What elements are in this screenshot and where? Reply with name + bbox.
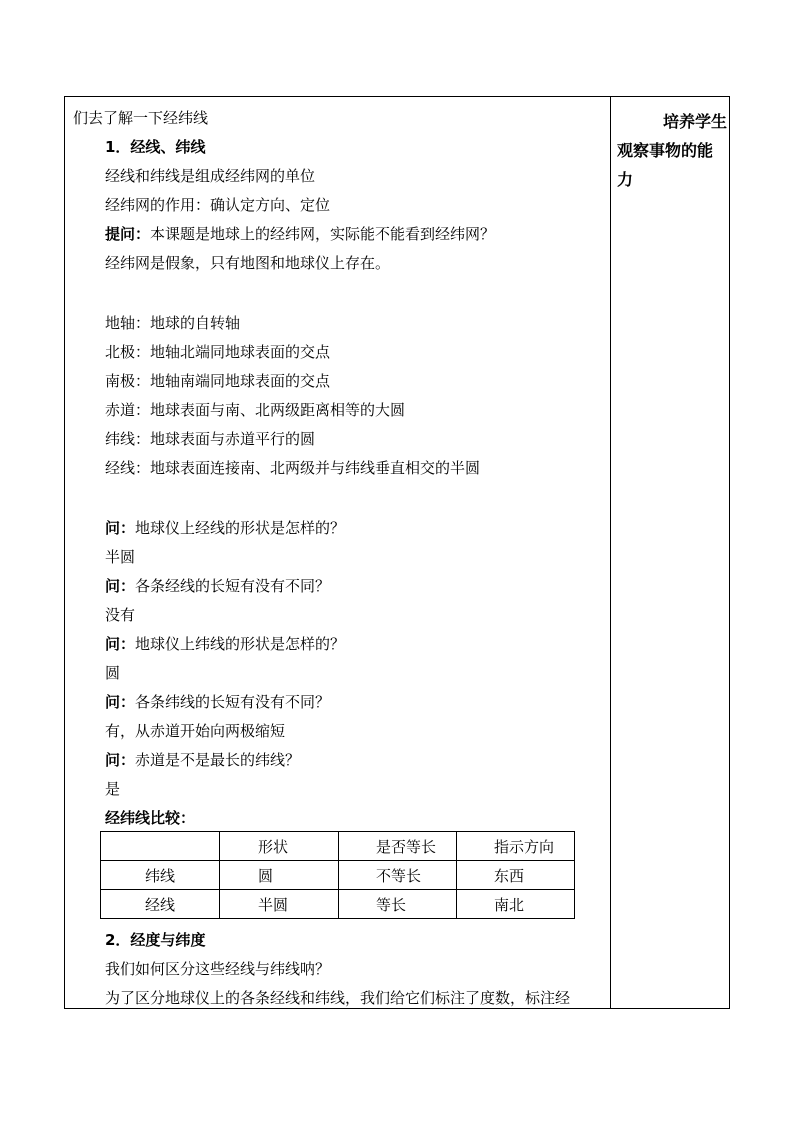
question-prefix: 问： xyxy=(105,751,136,769)
content-line xyxy=(105,518,345,538)
side-note-line-3: 力 xyxy=(617,170,634,189)
side-note-line-1: 培养学生 xyxy=(662,112,727,131)
line-text: 地轴：地球的自转轴 xyxy=(105,314,241,332)
line-text: 经纬线比较： xyxy=(105,809,196,827)
table-cell: 南北 xyxy=(457,890,575,919)
column-divider xyxy=(610,97,611,1008)
content-line xyxy=(105,313,240,333)
side-note-line-2: 观察事物的能 xyxy=(617,141,714,160)
table-header-cell xyxy=(101,832,220,861)
table-cell: 不等长 xyxy=(339,861,457,890)
question-prefix: 问： xyxy=(105,519,136,537)
content-line xyxy=(105,371,330,391)
line-text: 我们如何区分这些经线与纬线呐？ xyxy=(105,960,331,978)
table-header-cell: 形状 xyxy=(220,832,339,861)
line-text: 半圆 xyxy=(105,548,136,566)
content-line xyxy=(105,808,195,828)
table-header-row xyxy=(101,832,575,861)
question-prefix: 问： xyxy=(105,635,136,653)
content-line xyxy=(105,930,205,950)
line-text: 各条纬线的长短有没有不同？ xyxy=(135,693,331,711)
table-cell: 圆 xyxy=(220,861,339,890)
line-text: 地球仪上纬线的形状是怎样的？ xyxy=(135,635,346,653)
content-line xyxy=(105,634,345,654)
line-text: 没有 xyxy=(105,606,136,624)
line-text: 有，从赤道开始向两极缩短 xyxy=(105,722,286,740)
content-line xyxy=(105,166,315,186)
table-cell: 纬线 xyxy=(101,861,220,890)
content-line xyxy=(105,576,330,596)
teaching-content-cell xyxy=(65,97,610,1008)
line-text: 各条经线的长短有没有不同？ xyxy=(135,577,331,595)
content-line xyxy=(105,692,330,712)
content-line xyxy=(105,400,405,420)
line-text: 本课题是地球上的经纬网，实际能不能看到经纬网？ xyxy=(150,225,496,243)
design-intent-text xyxy=(617,107,727,194)
line-text: 2．经度与纬度 xyxy=(105,931,206,949)
content-line xyxy=(105,547,135,567)
content-line xyxy=(105,605,135,625)
question-prefix: 问： xyxy=(105,577,136,595)
line-text: 经纬网是假象，只有地图和地球仪上存在。 xyxy=(105,254,391,272)
line-text: 经纬网的作用：确认定方向、定位 xyxy=(105,196,331,214)
line-text: 北极：地轴北端同地球表面的交点 xyxy=(105,343,331,361)
line-text: 赤道是不是最长的纬线？ xyxy=(135,751,301,769)
content-line xyxy=(105,224,495,244)
table-cell: 经线 xyxy=(101,890,220,919)
content-line xyxy=(73,108,208,128)
content-line xyxy=(105,663,120,683)
content-line xyxy=(105,721,285,741)
content-line xyxy=(105,988,570,1008)
content-line xyxy=(105,458,480,478)
content-line xyxy=(105,959,330,979)
line-text: 地球仪上经线的形状是怎样的？ xyxy=(135,519,346,537)
content-line xyxy=(105,253,390,273)
line-text: 赤道：地球表面与南、北两级距离相等的大圆 xyxy=(105,401,406,419)
content-line xyxy=(105,779,120,799)
line-text: 圆 xyxy=(105,664,121,682)
line-text: 经线：地球表面连接南、北两级并与纬线垂直相交的半圆 xyxy=(105,459,481,477)
table-cell: 东西 xyxy=(457,861,575,890)
line-text: 纬线：地球表面与赤道平行的圆 xyxy=(105,430,316,448)
line-text: 是 xyxy=(105,780,121,798)
line-text: 们去了解一下经纬线 xyxy=(73,109,209,127)
comparison-table xyxy=(100,831,575,919)
question-prefix: 提问： xyxy=(105,225,151,243)
table-cell: 半圆 xyxy=(220,890,339,919)
table-header-cell: 是否等长 xyxy=(339,832,457,861)
line-text: 南极：地轴南端同地球表面的交点 xyxy=(105,372,331,390)
table-cell: 等长 xyxy=(339,890,457,919)
table-row xyxy=(101,861,575,890)
line-text: 1．经线、纬线 xyxy=(105,138,206,156)
content-line xyxy=(105,342,330,362)
line-text: 为了区分地球仪上的各条经线和纬线，我们给它们标注了度数，标注经 xyxy=(105,989,571,1007)
line-text: 经线和纬线是组成经纬网的单位 xyxy=(105,167,316,185)
content-line xyxy=(105,137,205,157)
lesson-table xyxy=(64,96,730,1009)
content-line xyxy=(105,429,315,449)
content-line xyxy=(105,195,330,215)
question-prefix: 问： xyxy=(105,693,136,711)
table-header-cell: 指示方向 xyxy=(457,832,575,861)
content-line xyxy=(105,750,300,770)
table-row xyxy=(101,890,575,919)
